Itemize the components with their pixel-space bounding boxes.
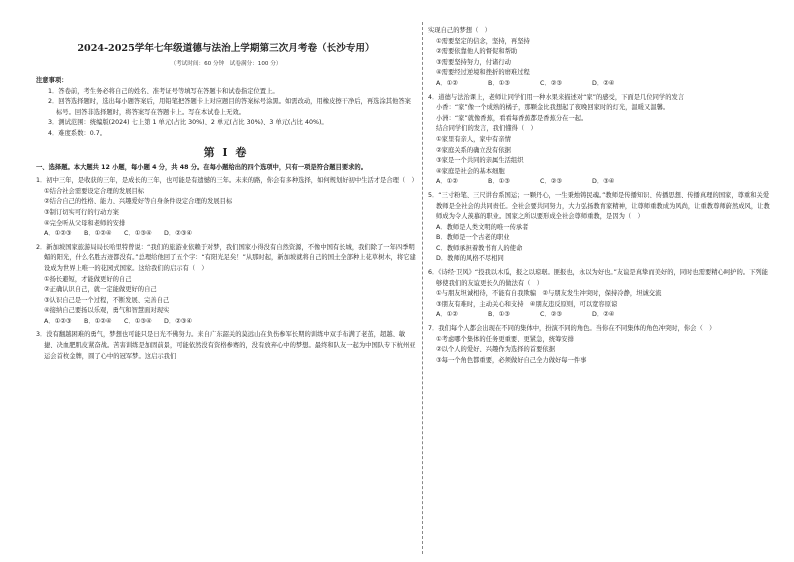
q4-option-4: ④家庭是社会的基本细胞	[436, 167, 505, 175]
q6-option-12: ①与朋友坦诚相待，不能有自我欺骗 ②与朋友发生冲突时，保持冷静，坦诚交流	[436, 290, 662, 298]
q1-answers	[36, 229, 416, 240]
q4-answer-a: A．①②	[436, 178, 458, 186]
q3-answer-b: B．①③	[488, 79, 510, 87]
q3-answer-c: C．②③	[540, 79, 562, 87]
q4-option-1: ①家里有亲人，家中有亲情	[436, 135, 511, 143]
q3-option-2: ②需要依靠他人的督促和帮助	[436, 48, 518, 56]
q7-option-1: ①考虑哪个集体的任务更重要、更紧急，统筹安排	[436, 335, 574, 343]
exam-title: 2024-2025学年七年级道德与法治上学期第三次月考卷（长沙专用）	[77, 43, 375, 54]
q5-option-a: A．教师是人类文明的唯一传承者	[436, 223, 529, 231]
notice-item-4: 4．难度系数：0.7。	[48, 129, 107, 137]
q2-answer-a: A．①②③	[44, 317, 72, 325]
q2-option-2: ②正确认识自己，就一定能做更好的自己	[44, 286, 157, 294]
q3-option-3: ③需要坚持努力，付诸行动	[436, 58, 511, 66]
q4-answer-c: C．②③	[540, 178, 562, 186]
q2-option-4: ④接纳自己要扬以乐观，勇气和智慧面对现实	[44, 307, 170, 315]
q7-stem: 7．我们每个人都会出现在不同的集体中，扮演不同的角色。当你在不同集体的角色冲突时，你会（ ）	[428, 325, 716, 333]
notice-item-3: 3．测试范围：统编版(2024) 七上第 1 单元(占比 30%)、2 单元(占比 30%)、3 单元(占比 40%)。	[48, 119, 328, 127]
q4-line-1: 小香：“家”像一个成熟的橘子，那颗金比我想起了夜晚回家时的灯光，温暖又温馨。	[436, 104, 670, 112]
q4-option-2: ②家庭关系的确立没有依据	[436, 146, 511, 154]
q1-answer-a: A．①②③	[44, 230, 72, 238]
q4-line-3: 结合同学们的发言，我们懂得（ ）	[436, 125, 537, 133]
q2-option-1: ①扬长避短，才能做更好的自己	[44, 275, 132, 283]
q5-option-b: B．教师是一个古老的职业	[436, 234, 510, 242]
right-column	[428, 26, 774, 366]
q1-answer-d: D．②③④	[164, 230, 193, 238]
q4-option-3: ③家是一个共同的亲属生活组织	[436, 157, 524, 165]
q2-answers	[36, 317, 416, 328]
q6-answers	[428, 310, 774, 321]
q1-option-2: ②结合自己的性格、能力、兴趣爱好等自身条件设定合理的发展目标	[44, 198, 233, 206]
column-divider	[422, 22, 423, 554]
q4-stem: 4．道德与法治课上，老师让同学们用一种水果来描述对“家”的感受，下面是几位同学的发言	[428, 93, 685, 101]
q5-option-c: C．教师承担着教书育人的使命	[436, 244, 523, 252]
q3-answer-d: D．②④	[592, 79, 615, 87]
q1-option-3: ③制订切实可行的行动方案	[44, 208, 119, 216]
q4-answer-b: B．①③	[488, 178, 510, 186]
q6-answer-d: D．②④	[592, 311, 615, 319]
q6-answer-c: C．②③	[540, 311, 562, 319]
q6-answer-b: B．①③	[488, 311, 510, 319]
q1-stem: 1．初中三年，是收获的三年，是成长的三年，也可能是有遗憾的三年。未来的路，你会有多种选择，如何规划好初中生活才是合理（ ）	[36, 177, 418, 185]
q3-answer-a: A．①②	[436, 79, 458, 87]
q4-answer-d: D．③④	[592, 178, 615, 186]
q7-option-2: ②以个人的爱好、兴趣作为选择的首要依据	[436, 346, 555, 354]
q2-answer-c: C．①③④	[124, 317, 152, 325]
q2-option-3: ③认识自己是一个过程，不断发展、完善自己	[44, 296, 170, 304]
left-column	[36, 26, 416, 362]
q1-option-4: ④完全听从父母和老师的安排	[44, 219, 126, 227]
q3-answers	[428, 79, 774, 90]
q6-stem: 6．《诗经·卫风》“投我以木瓜，报之以琼琚。匪报也，永以为好也。”友谊是真挚而美好的，同时也需要精心呵护的。下列能够使我们的友谊更长久的做法有（ ）	[428, 269, 768, 287]
q4-answers	[428, 177, 774, 188]
q5-stem: 5．“三寸粉笔、三尺讲台系国运；一颗丹心，一生秉烛铸民魂。”教师是传播知识、传播思想、传播真理的国家，尊重和关爱教师是全社会的共同责任。全社会要共同努力，大力弘扬教育家精神，让尊师重教成为风尚，让重教尊师蔚然成风，让教师成为令人羡慕的职业。国家之所以要形成全社会尊师重教，是因为（ ）	[428, 191, 770, 221]
q2-answer-d: D．②③④	[164, 317, 193, 325]
notice-item-2: 2．回答选择题时，选出每小题答案后，用铅笔把答题卡上对应题目的答案标号涂黑。如需改动，用橡皮擦干净后，再选涂其他答案标号。回答非选择题时，将答案写在答题卡上。写在本试卷上无效。	[48, 98, 411, 116]
q1-option-1: ①结合社会需要设定合理的发展目标	[44, 187, 145, 195]
part1-intro: 一、选择题。本大题共 12 小题，每小题 4 分，共 48 分。在每小题给出的四个选项中，只有一项是符合题目要求的。	[36, 163, 368, 171]
q6-option-34: ③朋友有难时，主动关心和支持 ④朋友违反原则，可以宽容原谅	[436, 300, 618, 308]
q3-option-1: ①需要坚定的信念，坚持，再坚持	[436, 37, 530, 45]
notice-heading: 注意事项：	[36, 77, 68, 84]
q3-stem: 3．没有翻越困难的勇气，梦想也可能只是日光不佛努力。来自广东韶关的莫远山在负伤参军长期的训练中双手布满了老茧，超越、敏捷、决血肥肌皮紧奋战。苦害训练是加固前景，可能依然没有资格参赛的，没有放弃心中的梦想。最终和队友一起为中国队专下杭州亚运会首枚金牌，圆了心中的冠军梦。这启示我们	[36, 331, 416, 360]
q2-answer-b: B．①②④	[84, 317, 112, 325]
q4-line-2: 小洲：“家”就像香蕉，看看每香蕉都是香蕉分在一起。	[436, 114, 588, 122]
q2-stem: 2．新加坡国家旅游局局长哈里特曾说：“我们的旅游业依赖于对梦，我们国家小得没有自然资源，不像中国有长城，我们除了一年四季明媚的阳光，什么名胜古迹都没有。”总理给他回了五个字：“有阳光足矣！”从那时起，新加坡就将自己的国土全部种上花草树木，将它建设成为世界上唯一的花园式国家。这给我们的启示有（ ）	[36, 243, 416, 272]
q5-option-d: D．教师的风格不尽相同	[436, 255, 504, 263]
q3-continuation: 实现自己的梦想（ ）	[428, 27, 491, 34]
q7-option-3: ③每一个角色都重要，必须做好自己全力做好每一件事	[436, 356, 587, 364]
q1-answer-b: B．①②④	[84, 230, 112, 238]
section-title: 第 I 卷	[203, 145, 249, 159]
q1-answer-c: C．①③④	[124, 230, 152, 238]
exam-subtitle: （考试时间：60 分钟 试卷满分：100 分）	[170, 61, 282, 67]
q6-answer-a: A．①②	[436, 311, 458, 319]
notice-item-1: 1．答卷前，考生务必将自己的姓名、准考证号等填写在答题卡和试卷指定位置上。	[48, 87, 279, 95]
q3-option-4: ④需要经过逆境和挫折的磨难过程	[436, 69, 530, 77]
